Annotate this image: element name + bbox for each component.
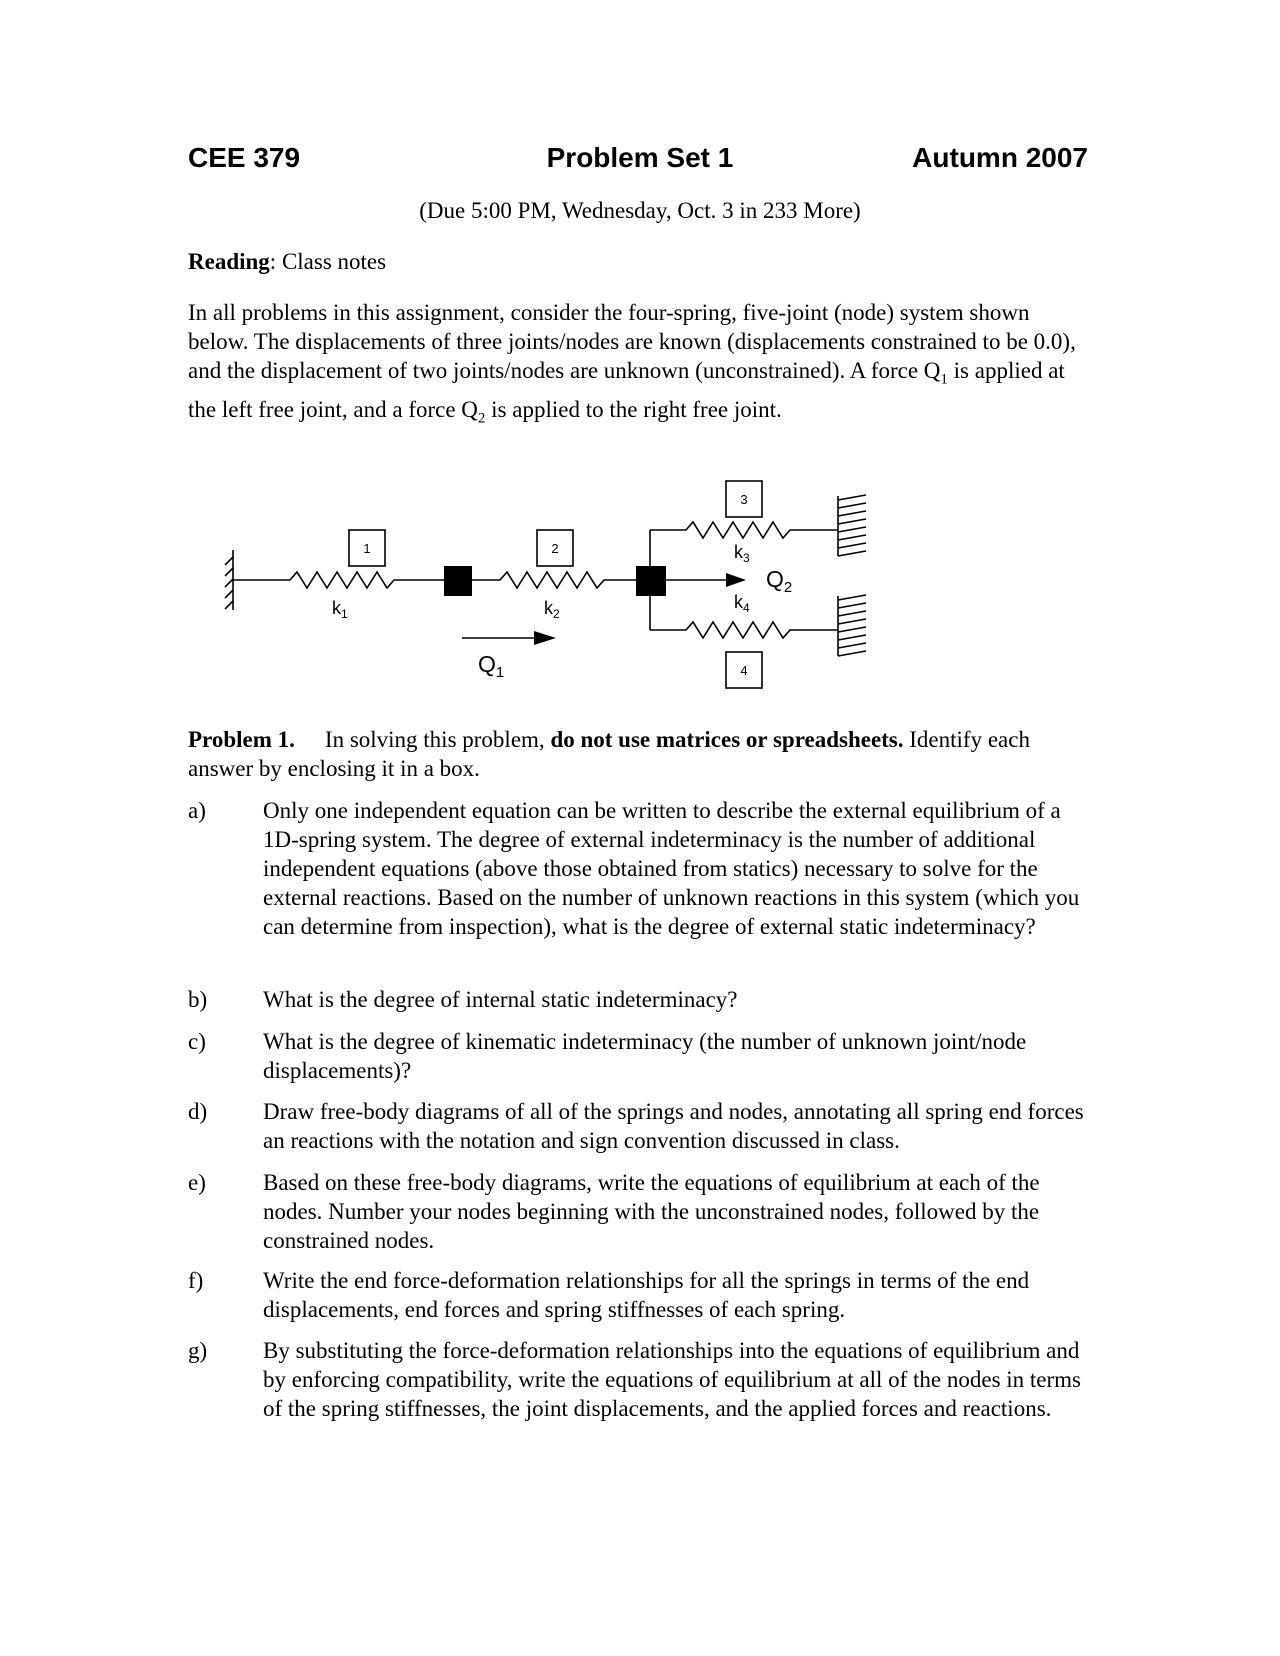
left-wall-hatch [225, 557, 233, 609]
problem-1-bold: do not use matrices or spreadsheets. [550, 727, 904, 752]
item-c-text: What is the degree of kinematic indeterminacy (the number of unknown joint/node displacements)? [263, 1029, 1027, 1083]
item-c-label: c) [188, 1029, 206, 1054]
reading-text: Class notes [281, 249, 387, 274]
spring-3 [650, 522, 838, 538]
item-b-text: What is the degree of internal static indeterminacy? [263, 987, 738, 1012]
node-left [444, 566, 472, 596]
item-g-label: g) [188, 1338, 208, 1363]
q2-arrowhead [726, 573, 746, 587]
item-a-text: Only one independent equation can be written to describe the external equilibrium of a 1D-spring system. The degree of external indeterminacy is the number of additional independent equations (above those obtained from statics) necessary to solve for the external reactions. Based on the number of unknown reactions in this system (which you can determine from inspection), what is the degree of external static indeterminacy? [263, 798, 1080, 939]
intro-text-1: In all problems in this assignment, consider the four-spring, five-joint (node) system shown below. The displacements of three joints/nodes are known (displacements constrained to be 0.0), and the displacement of two joints/nodes are unknown (unconstrained). A force Q [188, 300, 1076, 383]
intro-paragraph [188, 298, 1078, 433]
item-f-label: f) [188, 1268, 204, 1293]
problem-1-lead: In solving this problem, [324, 727, 551, 752]
force-q1-label: $Q_1$ [478, 651, 505, 681]
spring-1-number: 1 [363, 541, 371, 556]
item-a-label: a) [188, 798, 206, 823]
spring-4-box [726, 652, 762, 688]
item-d-label: d) [188, 1099, 208, 1124]
spring-4-number: 4 [740, 663, 748, 678]
spring-2-number: 2 [551, 541, 559, 556]
term: Autumn 2007 [912, 142, 1088, 173]
node-right [636, 566, 666, 596]
spring-1-box [349, 530, 385, 566]
spring-2-stiffness: $k_2$ [544, 598, 560, 621]
due-date: (Due 5:00 PM, Wednesday, Oct. 3 in 233 More) [419, 198, 861, 223]
spring-1 [233, 572, 444, 588]
item-e-label: e) [188, 1170, 206, 1195]
problem-1-heading [188, 725, 1088, 783]
problem-1-tail: Identify each answer by enclosing it in a box. [188, 727, 1030, 781]
force-q2-label: $Q_2$ [766, 566, 793, 596]
spring-1-stiffness: $k_1$ [332, 598, 348, 621]
item-b-label: b) [188, 987, 208, 1012]
reading-line [188, 247, 386, 276]
item-f-text: Write the end force-deformation relationships for all the springs in terms of the end displacements, end forces and spring stiffnesses of each spring. [263, 1268, 1030, 1322]
right-wall-bottom-hatch [838, 595, 866, 656]
right-wall-top-hatch [838, 495, 866, 556]
spring-4 [650, 622, 838, 638]
page-title: Problem Set 1 [546, 142, 734, 173]
spring-2 [472, 572, 636, 588]
spring-3-number: 3 [740, 492, 748, 507]
item-g-text: By substituting the force-deformation relationships into the equations of equilibrium and by enforcing compatibility, write the equations of equilibrium at all of the nodes in terms of the spring stiffnesses, the joint displacements, and the applied forces and reactions. [263, 1338, 1082, 1421]
spring-4-stiffness: $k_4$ [734, 592, 750, 615]
intro-q2-subscript: 2 [477, 410, 486, 427]
intro-text-2: is applied at the left free joint, and a force Q [188, 358, 1065, 422]
spring-3-stiffness: $k_3$ [734, 542, 750, 565]
intro-q1-subscript: 1 [940, 371, 948, 388]
reading-label: Reading [188, 249, 270, 274]
spring-3-box [726, 481, 762, 517]
course-code: CEE 379 [188, 142, 301, 173]
q1-arrowhead [534, 631, 556, 645]
item-e-text: Based on these free-body diagrams, write the equations of equilibrium at each of the nodes. Number your nodes beginning with the unconstrained nodes, followed by the constrained nodes. [263, 1170, 1040, 1253]
item-d-text: Draw free-body diagrams of all of the springs and nodes, annotating all spring end forces an reactions with the notation and sign convention discussed in class. [263, 1099, 1084, 1153]
problem-1-title: Problem 1. [188, 727, 295, 752]
intro-text-3: is applied to the right free joint. [485, 396, 782, 422]
spring-2-box [537, 530, 573, 566]
reading-colon: : [269, 249, 282, 274]
